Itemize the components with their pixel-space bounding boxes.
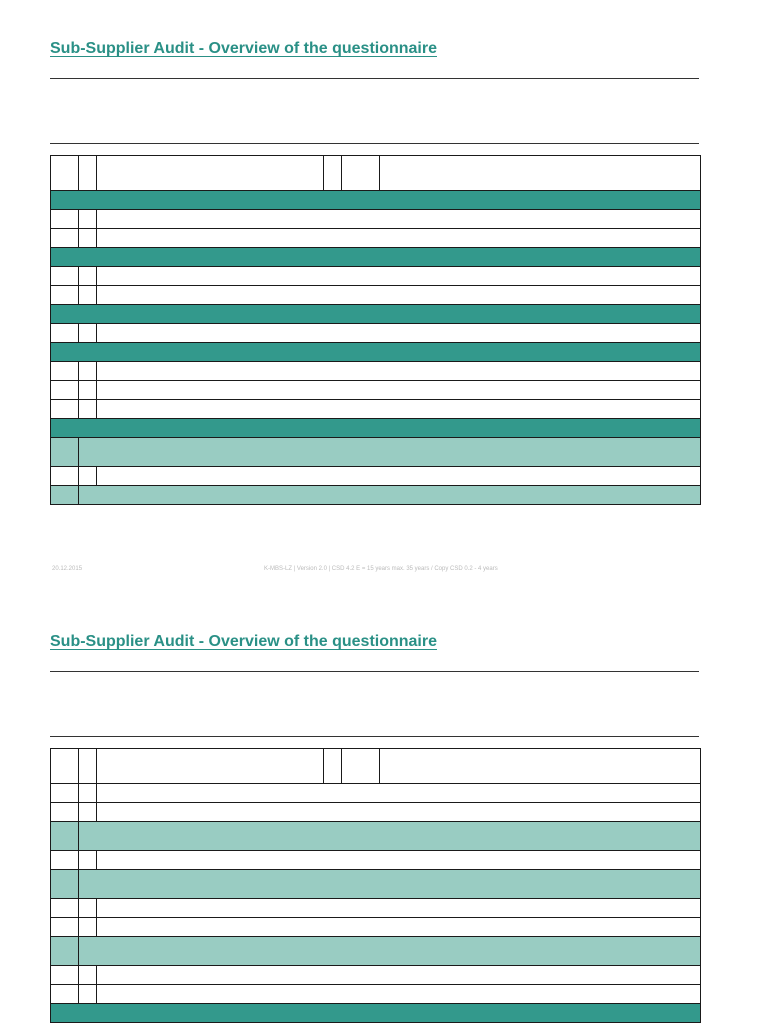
header-cell [51,156,79,191]
divider-line [50,736,699,737]
subsection-row [51,870,701,899]
table-row [51,467,701,486]
table-row [51,362,701,381]
header-cell [324,156,342,191]
header-cell [342,156,380,191]
table-row [51,966,701,985]
table-row [51,324,701,343]
header-cell [51,749,79,784]
subsection-row [51,486,701,505]
table-row [51,267,701,286]
page-title: Sub-Supplier Audit - Overview of the questionnaire [50,40,437,57]
header-cell [79,156,97,191]
section-row [51,191,701,210]
table-row [51,381,701,400]
table-row [51,400,701,419]
header-cell [79,749,97,784]
table-row [51,210,701,229]
footer-document-reference: K-MBS-LZ | Version 2.0 | CSD 4.2 E = 15 years max. 35 years / Copy CSD 0.2 - 4 years [264,566,498,572]
table-row [51,851,701,870]
divider-line [50,143,699,144]
header-cell [97,156,324,191]
table-row [51,899,701,918]
header-cell [380,749,701,784]
subsection-row [51,822,701,851]
questionnaire-table [50,748,701,1023]
table-row [51,229,701,248]
section-row [51,248,701,267]
subsection-row [51,937,701,966]
section-row [51,1004,701,1023]
section-row [51,305,701,324]
header-cell [324,749,342,784]
page-title: Sub-Supplier Audit - Overview of the questionnaire [50,633,437,650]
header-cell [97,749,324,784]
footer-date: 20.12.2015 [52,566,83,572]
table-header-row [51,749,701,784]
section-row [51,343,701,362]
table-header-row [51,156,701,191]
table-row [51,918,701,937]
subsection-row [51,438,701,467]
header-cell [342,749,380,784]
table-row [51,784,701,803]
divider-line [50,671,699,672]
questionnaire-table [50,155,701,505]
section-row [51,419,701,438]
table-row [51,286,701,305]
table-row [51,803,701,822]
header-cell [380,156,701,191]
divider-line [50,78,699,79]
table-row [51,985,701,1004]
